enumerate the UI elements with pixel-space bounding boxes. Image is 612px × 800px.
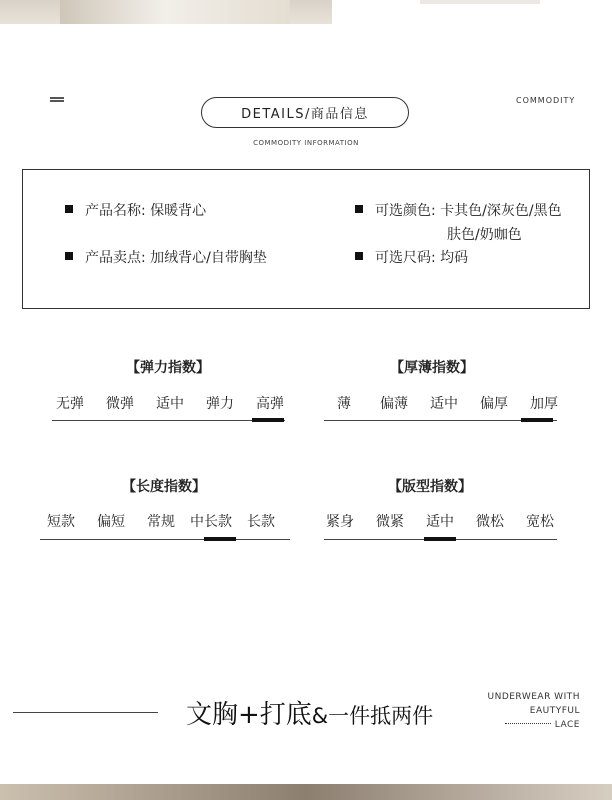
- banner-headline-small: &一件抵两件: [311, 704, 434, 728]
- banner-headline: [186, 694, 433, 731]
- dotted-rule: [505, 723, 551, 724]
- scale-elasticity-title: 【弹力指数】: [126, 360, 210, 376]
- scale-option: 无弹: [56, 396, 84, 412]
- info-product-name: 产品名称: 保暖背心: [65, 199, 206, 223]
- banner-headline-main: 文胸+打底: [186, 700, 312, 730]
- scale-option: 偏短: [97, 514, 125, 530]
- scale-length-options: [36, 511, 286, 531]
- scale-option: 长款: [247, 514, 275, 530]
- scale-option: 微松: [476, 514, 504, 530]
- info-selling-point: 产品卖点: 加绒背心/自带胸垫: [65, 246, 267, 270]
- scale-option: 中长款: [190, 514, 232, 530]
- scale-option: 高弹: [256, 396, 284, 412]
- square-bullet-icon: [65, 252, 73, 260]
- scale-fit-marker: [424, 537, 456, 541]
- scale-option: 偏薄: [380, 396, 408, 412]
- scale-elasticity-line: [52, 420, 285, 421]
- lace-line-2: EAUTYFUL: [529, 706, 580, 716]
- menu-dash-icon: [50, 97, 64, 99]
- info-size: 可选尺码: 均码: [355, 246, 468, 270]
- lace-line-3: LACE: [470, 718, 580, 732]
- bottom-product-photo: [0, 784, 612, 800]
- scale-option: 适中: [430, 396, 458, 412]
- top-product-photo: [0, 0, 332, 24]
- scale-thickness-title: 【厚薄指数】: [390, 360, 474, 376]
- info-colors-line2: 肤色/奶咖色: [447, 227, 522, 243]
- scale-option: 弹力: [206, 396, 234, 412]
- details-title-pill: DETAILS/商品信息: [201, 97, 409, 128]
- banner-divider-line: [13, 712, 158, 713]
- top-product-photo-edge: [420, 0, 540, 4]
- commodity-information-subtitle: COMMODITY INFORMATION: [253, 139, 359, 147]
- scale-option: 宽松: [526, 514, 554, 530]
- scale-option: 加厚: [530, 396, 558, 412]
- lace-line-1: UNDERWEAR WITH: [487, 692, 580, 702]
- info-colors: 可选颜色: 卡其色/深灰色/黑色 肤色/奶咖色: [355, 199, 562, 247]
- square-bullet-icon: [355, 252, 363, 260]
- scale-option: 微紧: [376, 514, 404, 530]
- scale-elasticity-marker: [252, 418, 284, 422]
- scale-fit-options: [315, 511, 565, 531]
- scale-option: 短款: [47, 514, 75, 530]
- scale-option: 微弹: [106, 396, 134, 412]
- scale-option: 紧身: [326, 514, 354, 530]
- scale-elasticity-options: [45, 393, 295, 413]
- scale-option: 偏厚: [480, 396, 508, 412]
- scale-thickness-marker: [521, 418, 553, 422]
- scale-option: 薄: [337, 396, 351, 412]
- scale-option: 适中: [426, 514, 454, 530]
- scale-length-title: 【长度指数】: [122, 479, 206, 495]
- product-info-box: [22, 169, 590, 309]
- scale-length-line: [40, 539, 290, 540]
- commodity-label: COMMODITY: [516, 96, 576, 105]
- square-bullet-icon: [355, 205, 363, 213]
- lace-tagline: [470, 690, 580, 732]
- scale-fit-title: 【版型指数】: [388, 479, 472, 495]
- scale-option: 常规: [147, 514, 175, 530]
- scale-length-marker: [204, 537, 236, 541]
- scale-thickness-options: [319, 393, 569, 413]
- scale-option: 适中: [156, 396, 184, 412]
- square-bullet-icon: [65, 205, 73, 213]
